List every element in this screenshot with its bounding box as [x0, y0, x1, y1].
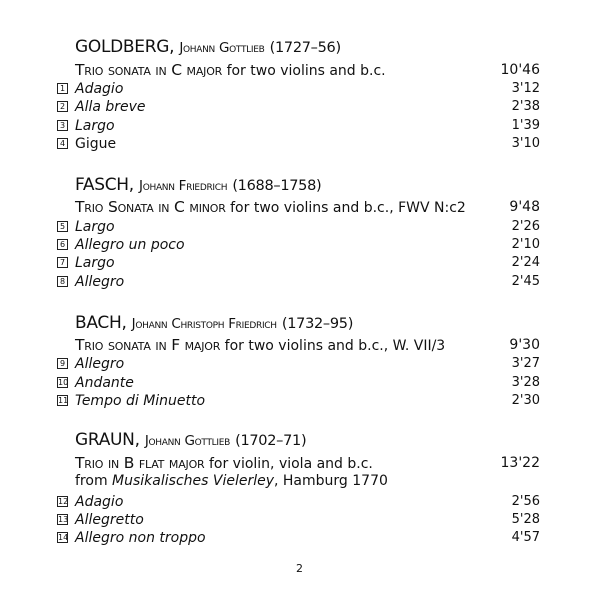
movement-row[interactable] — [57, 529, 540, 547]
movement-name: Allegro un poco — [75, 237, 185, 253]
movement-row[interactable] — [57, 236, 540, 254]
movement-row[interactable] — [57, 493, 540, 511]
composer-years: (1732–95) — [281, 316, 354, 332]
movement-name: Adagio — [75, 81, 124, 97]
movement-name: Largo — [75, 118, 115, 134]
movement-time: 2'10 — [511, 237, 540, 252]
movement-row[interactable] — [57, 254, 540, 272]
composer-given-names: Johann Gottlieb — [179, 40, 265, 56]
composer-heading — [75, 37, 341, 58]
movement-time: 2'26 — [511, 219, 540, 234]
track-number: 8 — [57, 276, 68, 287]
movement-row[interactable] — [57, 98, 540, 116]
work-title: Trio sonata in C major — [75, 61, 223, 79]
composer-heading — [75, 175, 321, 196]
movement-time: 2'30 — [511, 393, 540, 408]
movement-row[interactable] — [57, 392, 540, 410]
movement-name: Allegro — [75, 274, 125, 290]
composer-years: (1727–56) — [269, 40, 341, 56]
track-number: 2 — [57, 101, 68, 112]
composer-surname: GRAUN, — [75, 430, 140, 450]
work-title-line — [75, 198, 540, 217]
composer-given-names: Johann Gottlieb — [144, 433, 230, 449]
work-source-title: Musikalisches Vielerley — [112, 473, 274, 489]
work-duration: 9'30 — [509, 337, 540, 353]
movement-row[interactable] — [57, 218, 540, 236]
work-title-line — [75, 454, 540, 473]
movement-row[interactable] — [57, 374, 540, 392]
work-scoring: for two violins and b.c. — [226, 63, 386, 79]
movement-time: 2'56 — [511, 494, 540, 509]
movement-name: Allegro non troppo — [75, 530, 206, 546]
composer-years: (1702–71) — [235, 433, 307, 449]
work-duration: 10'46 — [500, 62, 540, 78]
movement-name: Allegro — [75, 356, 125, 372]
work-scoring: for two violins and b.c., FWV N:c2 — [230, 200, 466, 216]
movement-time: 2'24 — [511, 255, 540, 270]
movement-time: 3'12 — [511, 81, 540, 96]
composer-surname: GOLDBERG, — [75, 37, 175, 57]
movement-name: Gigue — [75, 136, 117, 152]
composer-surname: FASCH, — [75, 175, 134, 195]
track-number: 13 — [58, 515, 69, 524]
movement-row[interactable] — [57, 511, 540, 529]
work-source-line — [75, 472, 540, 490]
movement-time: 5'28 — [511, 512, 540, 527]
composer-given-names: Johann Christoph Friedrich — [131, 316, 277, 332]
work-title: Trio sonata in F major — [75, 336, 221, 354]
page-number: 2 — [296, 562, 303, 575]
track-number: 10 — [58, 378, 69, 387]
movement-name: Largo — [75, 255, 115, 271]
composer-given-names: Johann Friedrich — [139, 178, 228, 194]
track-number: 9 — [57, 358, 68, 369]
movement-name: Andante — [75, 375, 134, 391]
work-title-line — [75, 61, 540, 80]
movement-time: 3'27 — [511, 356, 540, 371]
track-number: 3 — [57, 120, 68, 131]
movement-name: Adagio — [75, 494, 124, 510]
movement-row[interactable] — [57, 117, 540, 135]
movement-name: Tempo di Minuetto — [75, 393, 206, 409]
work-title-line — [75, 336, 540, 355]
movement-row[interactable] — [57, 135, 540, 153]
track-number: 1 — [57, 83, 68, 94]
movement-row[interactable] — [57, 273, 540, 291]
work-duration: 13'22 — [500, 455, 540, 471]
movement-time: 3'28 — [511, 375, 540, 390]
movement-time: 3'10 — [511, 136, 540, 151]
movement-time: 2'45 — [511, 274, 540, 289]
work-scoring: for two violins and b.c., W. VII/3 — [224, 338, 446, 354]
work-title: Trio Sonata in C minor — [75, 198, 226, 216]
work-source-prefix: from — [75, 473, 108, 489]
track-number: 11 — [58, 396, 69, 405]
work-scoring: for violin, viola and b.c. — [208, 456, 373, 472]
work-duration: 9'48 — [509, 199, 540, 215]
composer-heading — [75, 430, 306, 451]
movement-row[interactable] — [57, 355, 540, 373]
movement-name: Allegretto — [75, 512, 144, 528]
track-number: 7 — [57, 257, 68, 268]
movement-time: 2'38 — [511, 99, 540, 114]
track-number: 6 — [57, 239, 68, 250]
track-number: 4 — [57, 138, 68, 149]
composer-surname: BACH, — [75, 313, 127, 333]
movement-time: 1'39 — [511, 118, 540, 133]
work-title: Trio in B flat major — [75, 454, 205, 472]
movement-name: Alla breve — [75, 99, 146, 115]
movement-time: 4'57 — [511, 530, 540, 545]
track-number: 12 — [58, 497, 69, 506]
movement-row[interactable] — [57, 80, 540, 98]
composer-years: (1688–1758) — [232, 178, 322, 194]
track-number: 14 — [58, 533, 69, 542]
movement-name: Largo — [75, 219, 115, 235]
composer-heading — [75, 313, 353, 334]
work-source-place: , Hamburg 1770 — [274, 473, 388, 489]
track-number: 5 — [57, 221, 68, 232]
